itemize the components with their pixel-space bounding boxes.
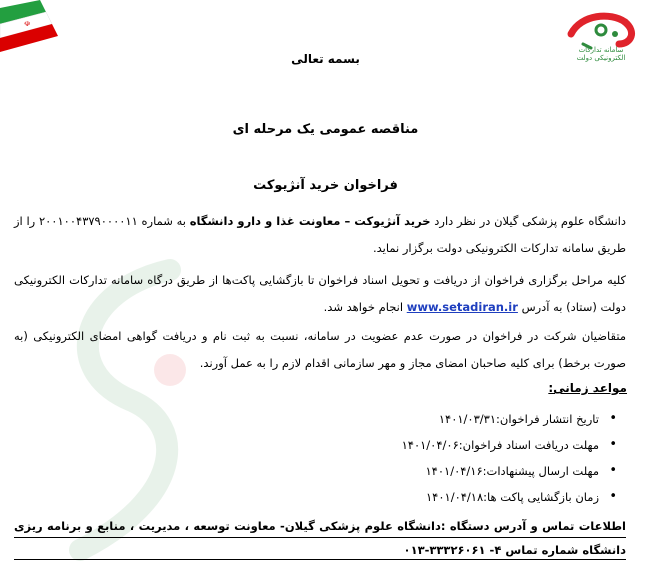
list-item	[321, 406, 621, 432]
process-text-start: کلیه مراحل برگزاری فراخوان از دریافت و تحویل اسناد فراخوان تا بازگشایی پاکت‌ها از طریق درگاه سامانه تدارکات الکترونیکی دولت (ستاد) به آدرس	[14, 273, 626, 314]
list-item	[321, 484, 621, 510]
setadiran-link[interactable]: www.setadiran.ir	[406, 300, 518, 314]
deadlines-list	[321, 406, 621, 510]
process-paragraph	[14, 267, 626, 321]
intro-text-start: دانشگاه علوم پزشکی گیلان در نظر دارد	[430, 214, 627, 228]
intro-paragraph	[14, 208, 626, 262]
contact-underline	[14, 559, 626, 560]
deadlines-heading: مواعد زمانی:	[548, 381, 627, 395]
intro-text-bold: خرید آنژیوکت – معاونت غذا و دارو دانشگاه	[189, 214, 431, 228]
deadline-label: مهلت ارسال پیشنهادات:	[482, 464, 599, 478]
setad-logo-icon	[561, 4, 645, 80]
svg-text:☫: ☫	[24, 20, 31, 28]
deadline-label: تاریخ انتشار فراخوان:	[496, 412, 599, 426]
deadline-label: مهلت دریافت اسناد فراخوان:	[458, 438, 599, 452]
deadline-value: ۱۴۰۱/۰۴/۱۸	[426, 490, 484, 504]
deadline-value: ۱۴۰۱/۰۳/۳۱	[438, 412, 497, 426]
list-item	[321, 432, 621, 458]
process-text-end: انجام خواهد شد.	[323, 300, 407, 314]
contact-underline	[14, 537, 626, 538]
besmellah-heading: بسمه تعالی	[291, 52, 360, 66]
registration-paragraph: متقاضیان شرکت در فراخوان در صورت عدم عضویت در سامانه، نسبت به ثبت نام و دریافت گواهی امضای الکترونیکی (به صورت برخط) برای کلیه صاحبان امضای مجاز و مهر سازمانی اقدام لازم را به عمل آورند.	[14, 329, 626, 370]
intro-text-end: به شماره ۲۰۰۱۰۰۴۳۷۹۰۰۰۰۱۱ را از طریق سامانه تدارکات الکترونیکی دولت برگزار نماید.	[14, 214, 626, 255]
tender-type-title: مناقصه عمومی یک مرحله ای	[232, 122, 419, 137]
deadline-value: ۱۴۰۱/۰۴/۰۶	[401, 438, 459, 452]
contact-info: اطلاعات تماس و آدرس دستگاه :دانشگاه علوم پزشکی گیلان- معاونت توسعه ، مدیریت ، منابع و برنامه ریزی دانشگاه شماره تماس ۴- ۳۳۳۲۶۰۶۱-۰۱۳	[14, 519, 626, 557]
deadline-value: ۱۴۰۱/۰۴/۱۶	[425, 464, 483, 478]
tender-subject-title: فراخوان خرید آنژیوکت	[253, 178, 398, 193]
logo-caption: سامانه تدارکات الکترونیکی دولت	[576, 46, 626, 62]
iran-flag-icon	[0, 0, 58, 52]
deadline-label: زمان بازگشایی پاکت ها:	[483, 490, 599, 504]
list-item	[321, 458, 621, 484]
